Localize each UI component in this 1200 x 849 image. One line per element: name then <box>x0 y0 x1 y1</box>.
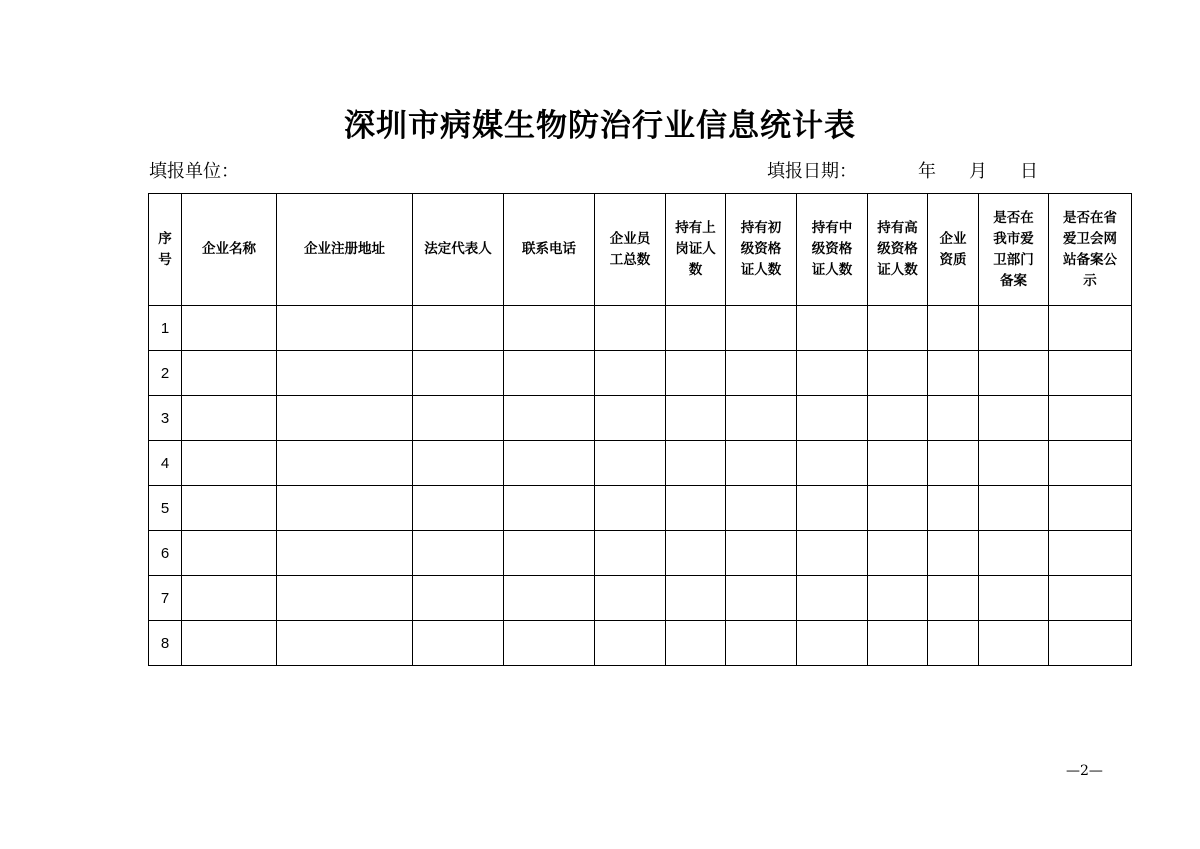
table-cell <box>1049 621 1132 666</box>
table-header-cell <box>979 194 1049 306</box>
table-cell <box>868 396 928 441</box>
fill-date-row <box>767 159 1057 185</box>
table-row <box>149 486 1132 531</box>
row-number-cell: 6 <box>149 531 182 576</box>
table-cell <box>666 396 726 441</box>
fill-unit-label: 填报单位： <box>149 161 239 182</box>
table-cell <box>413 576 504 621</box>
table-header-label: 是否在 我市爱 卫部门 备案 <box>993 209 1034 289</box>
table-cell <box>868 351 928 396</box>
table-cell <box>797 621 868 666</box>
table-cell <box>504 351 595 396</box>
table-cell <box>1049 486 1132 531</box>
table-cell <box>797 306 868 351</box>
table-cell <box>666 441 726 486</box>
table-cell <box>726 351 797 396</box>
page-number: —2— <box>1066 763 1103 779</box>
table-cell <box>979 531 1049 576</box>
row-number-cell: 3 <box>149 396 182 441</box>
table-header-label: 持有高 级资格 证人数 <box>877 220 918 278</box>
table-cell <box>413 396 504 441</box>
table-row <box>149 621 1132 666</box>
table-cell <box>928 486 979 531</box>
day-label: 日 <box>1020 161 1038 182</box>
table-cell <box>595 351 666 396</box>
table-cell <box>413 621 504 666</box>
table-cell <box>666 576 726 621</box>
table-cell <box>1049 306 1132 351</box>
table-cell <box>182 306 277 351</box>
table-cell <box>504 486 595 531</box>
table-cell <box>277 621 413 666</box>
year-label: 年 <box>918 161 936 182</box>
table-cell <box>182 351 277 396</box>
table-cell <box>797 396 868 441</box>
table-header-cell <box>868 194 928 306</box>
table-header-cell <box>666 194 726 306</box>
table-cell <box>726 441 797 486</box>
table-header-cell <box>413 194 504 306</box>
table-header-row <box>149 194 1132 306</box>
table-cell <box>797 351 868 396</box>
table-cell <box>504 576 595 621</box>
table-header-cell <box>595 194 666 306</box>
month-label: 月 <box>969 161 987 182</box>
table-cell <box>666 306 726 351</box>
table-cell <box>413 531 504 576</box>
table-cell <box>979 576 1049 621</box>
table-header-label: 是否在省 爱卫会网 站备案公 示 <box>1063 209 1117 289</box>
table-cell <box>726 396 797 441</box>
table-cell <box>979 441 1049 486</box>
table-header-cell <box>726 194 797 306</box>
table-header-label: 企业 资质 <box>939 230 967 268</box>
table-cell <box>413 351 504 396</box>
table-cell <box>1049 396 1132 441</box>
table-cell <box>928 531 979 576</box>
table-cell <box>666 351 726 396</box>
table-row <box>149 531 1132 576</box>
table-header-label: 企业名称 <box>202 241 256 257</box>
table-cell <box>277 396 413 441</box>
table-cell <box>928 441 979 486</box>
table-cell <box>277 351 413 396</box>
table-row <box>149 306 1132 351</box>
table-header-cell <box>1049 194 1132 306</box>
table-header-label: 企业员 工总数 <box>609 230 651 268</box>
table-cell <box>182 441 277 486</box>
table-header-label: 联系电话 <box>522 241 576 257</box>
table-row <box>149 576 1132 621</box>
table-header-label: 企业注册地址 <box>304 241 385 257</box>
table-cell <box>595 396 666 441</box>
table-cell <box>797 531 868 576</box>
table-cell <box>979 621 1049 666</box>
table-cell <box>666 531 726 576</box>
table-cell <box>413 306 504 351</box>
table-cell <box>726 531 797 576</box>
row-number-cell: 7 <box>149 576 182 621</box>
table-cell <box>504 306 595 351</box>
table-cell <box>277 441 413 486</box>
table-header-cell <box>149 194 182 306</box>
table-cell <box>1049 531 1132 576</box>
table-cell <box>666 621 726 666</box>
table-cell <box>666 486 726 531</box>
table-header-cell <box>277 194 413 306</box>
fill-date-label: 填报日期： <box>767 161 857 182</box>
table-cell <box>504 621 595 666</box>
table-cell <box>797 441 868 486</box>
row-number-cell: 8 <box>149 621 182 666</box>
table-header-label: 法定代表人 <box>424 241 492 257</box>
table-cell <box>277 576 413 621</box>
row-number-cell: 2 <box>149 351 182 396</box>
table-header-label: 持有初 级资格 证人数 <box>740 220 782 278</box>
table-cell <box>868 486 928 531</box>
table-cell <box>928 306 979 351</box>
table-cell <box>595 306 666 351</box>
table-row <box>149 441 1132 486</box>
table-cell <box>277 531 413 576</box>
table-cell <box>413 486 504 531</box>
table-cell <box>504 396 595 441</box>
row-number-cell: 5 <box>149 486 182 531</box>
table-cell <box>726 576 797 621</box>
table-cell <box>868 531 928 576</box>
table-cell <box>595 576 666 621</box>
table-body <box>149 306 1132 666</box>
table-cell <box>182 531 277 576</box>
table-cell <box>413 441 504 486</box>
table-cell <box>504 531 595 576</box>
document-title: 深圳市病媒生物防治行业信息统计表 <box>344 108 856 144</box>
table-cell <box>928 576 979 621</box>
table-row <box>149 351 1132 396</box>
table-cell <box>868 576 928 621</box>
table-cell <box>182 396 277 441</box>
table-cell <box>1049 576 1132 621</box>
table-header-cell <box>928 194 979 306</box>
table-cell <box>1049 441 1132 486</box>
table-header-cell <box>797 194 868 306</box>
table-cell <box>797 576 868 621</box>
table-cell <box>797 486 868 531</box>
table-cell <box>182 486 277 531</box>
table-cell <box>182 621 277 666</box>
table-header-label: 序 号 <box>158 230 172 268</box>
table-cell <box>277 486 413 531</box>
table-cell <box>928 351 979 396</box>
table-cell <box>595 441 666 486</box>
row-number-cell: 1 <box>149 306 182 351</box>
table-cell <box>595 531 666 576</box>
table-header-cell <box>182 194 277 306</box>
table-cell <box>868 306 928 351</box>
table-header-cell <box>504 194 595 306</box>
table-header-label: 持有中 级资格 证人数 <box>811 220 853 278</box>
table-cell <box>979 306 1049 351</box>
table-cell <box>726 486 797 531</box>
table-cell <box>726 621 797 666</box>
table-cell <box>595 486 666 531</box>
table-cell <box>726 306 797 351</box>
table-row <box>149 396 1132 441</box>
table-cell <box>868 441 928 486</box>
table-cell <box>182 576 277 621</box>
table-cell <box>595 621 666 666</box>
table-cell <box>928 621 979 666</box>
table-cell <box>1049 351 1132 396</box>
table-cell <box>979 486 1049 531</box>
table-header-label: 持有上 岗证人 数 <box>675 220 716 278</box>
table-cell <box>928 396 979 441</box>
table-cell <box>277 306 413 351</box>
table-cell <box>979 396 1049 441</box>
table-cell <box>868 621 928 666</box>
table-cell <box>504 441 595 486</box>
table-cell <box>979 351 1049 396</box>
statistics-table <box>148 193 1132 666</box>
row-number-cell: 4 <box>149 441 182 486</box>
